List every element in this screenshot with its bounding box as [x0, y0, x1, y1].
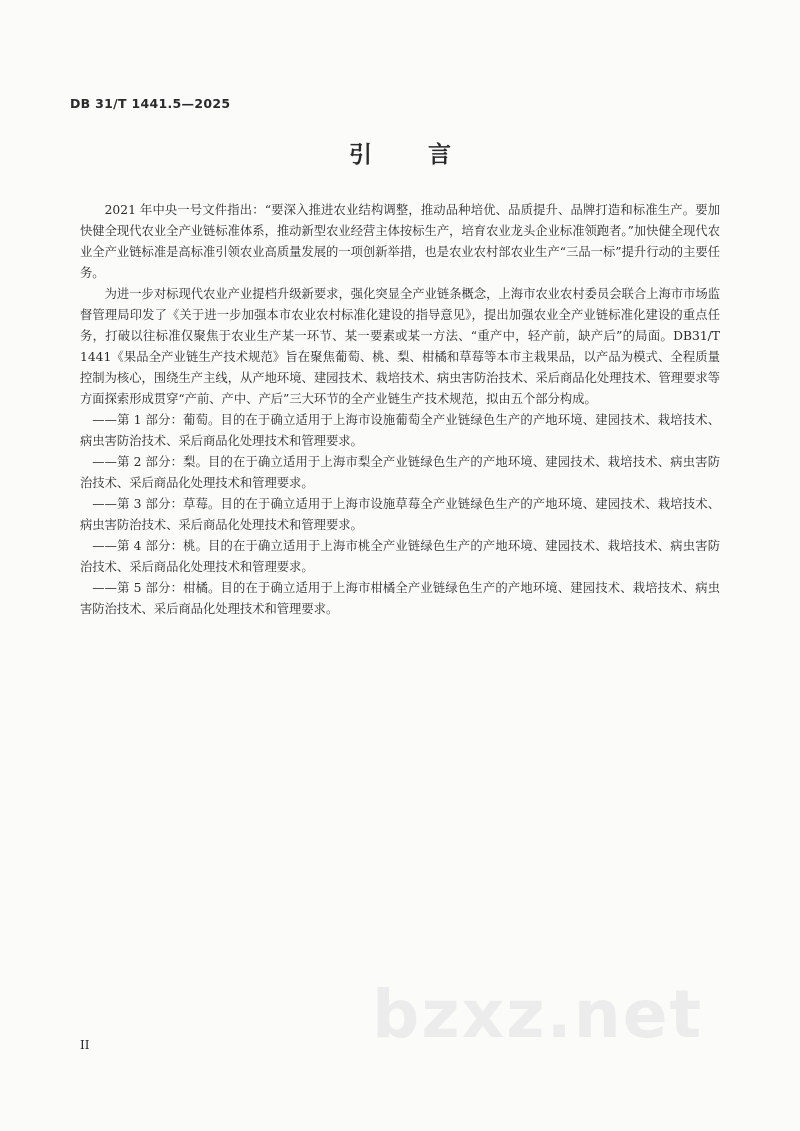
page-title: 引 言: [348, 142, 475, 168]
standard-number: DB 31/T 1441.5—2025: [70, 96, 231, 111]
list-item-part-5: ——第 5 部分：柑橘。目的在于确立适用于上海市柑橘全产业链绿色生产的产地环境、建园技术、栽培技术、病虫害防治技术、采后商品化处理技术和管理要求。: [80, 581, 720, 616]
paragraph: 2021 年中央一号文件指出：“要深入推进农业结构调整，推动品种培优、品质提升、品牌打造和标准生产。要加快健全现代农业全产业链标准体系，推动新型农业经营主体按标生产，培育农业龙头企业标准领跑者。”加快健全现代农业全产业链标准是高标准引领农业高质量发展的一项创新举措，也是农业农村部农业生产“三品一标”提升行动的主要任务。: [80, 203, 720, 280]
list-item-part-3: ——第 3 部分：草莓。目的在于确立适用于上海市设施草莓全产业链绿色生产的产地环境、建园技术、栽培技术、病虫害防治技术、采后商品化处理技术和管理要求。: [80, 497, 720, 532]
introduction-body: [80, 200, 720, 620]
paragraph: 为进一步对标现代农业产业提档升级新要求，强化突显全产业链条概念，上海市农业农村委员会联合上海市市场监督管理局印发了《关于进一步加强本市农业农村标准化建设的指导意见》，提出加强农业全产业链标准化建设的重点任务，打破以往标准仅聚焦于农业生产某一环节、某一要素或某一方法、“重产中，轻产前，缺产后”的局面。DB31/T 1441《果品全产业链生产技术规范》旨在聚焦葡萄、桃、梨、柑橘和草莓等本市主栽果品，以产品为模式、全程质量控制为核心，围绕生产主线，从产地环境、建园技术、栽培技术、病虫害防治技术、采后商品化处理技术、管理要求等方面探索形成贯穿“产前、产中、产后”三大环节的全产业链生产技术规范，拟由五个部分构成。: [80, 287, 720, 406]
page-number: II: [80, 1038, 90, 1052]
list-item-part-2: ——第 2 部分：梨。目的在于确立适用于上海市梨全产业链绿色生产的产地环境、建园技术、栽培技术、病虫害防治技术、采后商品化处理技术和管理要求。: [80, 455, 720, 490]
watermark: bzxz.net: [372, 976, 704, 1053]
list-item-part-1: ——第 1 部分：葡萄。目的在于确立适用于上海市设施葡萄全产业链绿色生产的产地环境、建园技术、栽培技术、病虫害防治技术、采后商品化处理技术和管理要求。: [80, 413, 720, 448]
list-item-part-4: ——第 4 部分：桃。目的在于确立适用于上海市桃全产业链绿色生产的产地环境、建园技术、栽培技术、病虫害防治技术、采后商品化处理技术和管理要求。: [80, 539, 720, 574]
